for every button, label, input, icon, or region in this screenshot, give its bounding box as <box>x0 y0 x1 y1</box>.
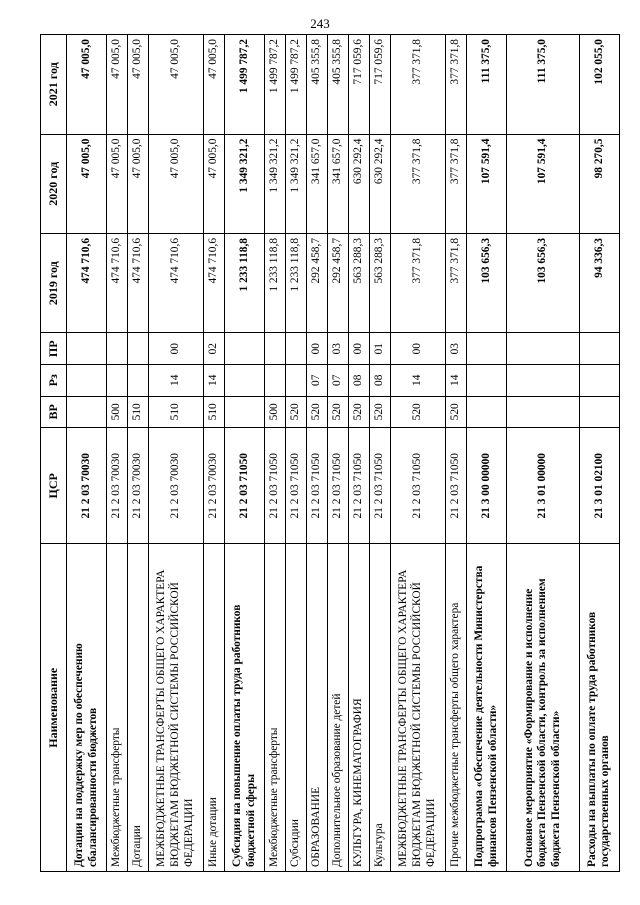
row-2019: 474 710,6 <box>148 233 203 332</box>
row-2021: 47 005,0 <box>127 35 148 135</box>
table-row <box>127 35 148 872</box>
table-row <box>286 35 307 872</box>
table-row <box>369 35 390 872</box>
row-vr <box>225 396 265 428</box>
table-header-row <box>41 35 67 872</box>
row-rz <box>265 364 286 396</box>
row-2020: 1 349 321,2 <box>225 134 265 233</box>
row-2019: 474 710,6 <box>204 233 225 332</box>
table-row <box>225 35 265 872</box>
row-2019: 377 371,8 <box>390 233 445 332</box>
row-2020: 1 349 321,2 <box>286 134 307 233</box>
row-2021: 47 005,0 <box>107 35 128 135</box>
header-vr: ВР <box>41 396 67 428</box>
row-2020: 107 591,4 <box>507 134 580 233</box>
header-pr: ПР <box>41 333 67 365</box>
row-2019: 474 710,6 <box>127 233 148 332</box>
row-2021: 717 059,6 <box>348 35 369 135</box>
row-name: Подпрограмма «Обеспечение деятельности Министерства финансов Пензенской области» <box>467 544 507 872</box>
row-vr: 510 <box>148 396 203 428</box>
row-rz: 14 <box>148 364 203 396</box>
row-name: Дотации <box>127 544 148 872</box>
header-name: Наименование <box>41 544 67 872</box>
header-csr: ЦСР <box>41 428 67 544</box>
row-rz <box>67 364 107 396</box>
row-2019: 1 233 118,8 <box>265 233 286 332</box>
row-name: Прочие межбюджетные трансферты общего характера <box>445 544 466 872</box>
row-pr <box>467 333 507 365</box>
row-vr <box>467 396 507 428</box>
row-csr: 21 2 03 71050 <box>328 428 349 544</box>
row-2021: 102 055,0 <box>579 35 619 135</box>
row-2020: 377 371,8 <box>390 134 445 233</box>
row-2020: 341 657,0 <box>307 134 328 233</box>
row-2020: 47 005,0 <box>148 134 203 233</box>
row-pr: 01 <box>369 333 390 365</box>
row-2019: 1 233 118,8 <box>225 233 265 332</box>
row-vr: 520 <box>348 396 369 428</box>
row-rz: 14 <box>390 364 445 396</box>
row-vr: 500 <box>265 396 286 428</box>
row-pr <box>225 333 265 365</box>
row-2020: 341 657,0 <box>328 134 349 233</box>
row-rz <box>286 364 307 396</box>
row-name: Основное мероприятие «Формирование и исполнение бюджета Пензенской области, контроль за исполнением бюджета Пензенской области» <box>507 544 580 872</box>
row-2019: 292 458,7 <box>307 233 328 332</box>
row-name: Иные дотации <box>204 544 225 872</box>
row-csr: 21 2 03 70030 <box>204 428 225 544</box>
row-2020: 107 591,4 <box>467 134 507 233</box>
row-csr: 21 2 03 70030 <box>148 428 203 544</box>
row-2021: 111 375,0 <box>467 35 507 135</box>
table-row <box>467 35 507 872</box>
row-name: Культура <box>369 544 390 872</box>
row-2020: 1 349 321,2 <box>265 134 286 233</box>
row-2021: 47 005,0 <box>148 35 203 135</box>
row-2021: 1 499 787,2 <box>286 35 307 135</box>
row-csr: 21 2 03 71050 <box>286 428 307 544</box>
row-rz: 08 <box>369 364 390 396</box>
row-csr: 21 3 00 00000 <box>467 428 507 544</box>
row-vr: 520 <box>390 396 445 428</box>
row-2019: 1 233 118,8 <box>286 233 307 332</box>
row-vr: 520 <box>328 396 349 428</box>
row-csr: 21 2 03 70030 <box>107 428 128 544</box>
row-rz <box>507 364 580 396</box>
row-2020: 630 292,4 <box>348 134 369 233</box>
row-2019: 474 710,6 <box>107 233 128 332</box>
row-name: ОБРАЗОВАНИЕ <box>307 544 328 872</box>
row-2020: 98 270,5 <box>579 134 619 233</box>
row-2021: 1 499 787,2 <box>225 35 265 135</box>
row-vr <box>67 396 107 428</box>
row-2019: 94 336,3 <box>579 233 619 332</box>
row-2020: 47 005,0 <box>107 134 128 233</box>
row-vr: 510 <box>127 396 148 428</box>
row-rz: 14 <box>445 364 466 396</box>
row-2020: 47 005,0 <box>204 134 225 233</box>
row-pr: 03 <box>445 333 466 365</box>
header-2019: 2019 год <box>41 233 67 332</box>
row-2020: 47 005,0 <box>127 134 148 233</box>
row-rz <box>127 364 148 396</box>
table-row <box>148 35 203 872</box>
row-2019: 103 656,3 <box>507 233 580 332</box>
table-row <box>67 35 107 872</box>
row-rz: 08 <box>348 364 369 396</box>
row-2019: 377 371,8 <box>445 233 466 332</box>
row-2021: 405 355,8 <box>328 35 349 135</box>
budget-table <box>40 34 620 872</box>
table-row <box>107 35 128 872</box>
table-row <box>579 35 619 872</box>
row-csr: 21 2 03 71050 <box>390 428 445 544</box>
row-name: МЕЖБЮДЖЕТНЫЕ ТРАНСФЕРТЫ ОБЩЕГО ХАРАКТЕРА БЮДЖЕТАМ БЮДЖЕТНОЙ СИСТЕМЫ РОССИЙСКОЙ ФЕДЕРАЦИИ <box>148 544 203 872</box>
row-name: Дополнительное образование детей <box>328 544 349 872</box>
row-pr: 02 <box>204 333 225 365</box>
row-2019: 292 458,7 <box>328 233 349 332</box>
row-2021: 47 005,0 <box>67 35 107 135</box>
table-row <box>390 35 445 872</box>
row-pr <box>67 333 107 365</box>
row-2021: 111 375,0 <box>507 35 580 135</box>
page-number: 243 <box>310 16 330 31</box>
budget-table-rotated <box>40 34 620 872</box>
row-name: Расходы на выплаты по оплате труда работников государственных органов <box>579 544 619 872</box>
row-vr <box>507 396 580 428</box>
row-2021: 377 371,8 <box>445 35 466 135</box>
row-rz <box>467 364 507 396</box>
row-rz <box>225 364 265 396</box>
row-pr <box>507 333 580 365</box>
row-pr: 00 <box>307 333 328 365</box>
row-name: КУЛЬТУРА, КИНЕМАТОГРАФИЯ <box>348 544 369 872</box>
row-2021: 405 355,8 <box>307 35 328 135</box>
header-rz: Рз <box>41 364 67 396</box>
row-2021: 1 499 787,2 <box>265 35 286 135</box>
row-rz <box>107 364 128 396</box>
row-name: Субсидии <box>286 544 307 872</box>
table-row <box>507 35 580 872</box>
row-2021: 47 005,0 <box>204 35 225 135</box>
row-2019: 103 656,3 <box>467 233 507 332</box>
row-csr: 21 2 03 71050 <box>307 428 328 544</box>
row-csr: 21 2 03 71050 <box>445 428 466 544</box>
row-vr: 520 <box>445 396 466 428</box>
table-row <box>265 35 286 872</box>
row-pr <box>579 333 619 365</box>
row-pr <box>286 333 307 365</box>
row-csr: 21 2 03 71050 <box>225 428 265 544</box>
header-2021: 2021 год <box>41 35 67 135</box>
table-row <box>348 35 369 872</box>
row-vr: 500 <box>107 396 128 428</box>
row-name: Межбюджетные трансферты <box>265 544 286 872</box>
row-2021: 377 371,8 <box>390 35 445 135</box>
row-rz: 07 <box>307 364 328 396</box>
row-pr: 03 <box>328 333 349 365</box>
row-csr: 21 2 03 70030 <box>127 428 148 544</box>
row-vr <box>579 396 619 428</box>
row-csr: 21 2 03 71050 <box>348 428 369 544</box>
row-rz: 07 <box>328 364 349 396</box>
row-csr: 21 2 03 70030 <box>67 428 107 544</box>
row-vr: 520 <box>307 396 328 428</box>
row-pr <box>127 333 148 365</box>
row-name: МЕЖБЮДЖЕТНЫЕ ТРАНСФЕРТЫ ОБЩЕГО ХАРАКТЕРА БЮДЖЕТАМ БЮДЖЕТНОЙ СИСТЕМЫ РОССИЙСКОЙ ФЕДЕРАЦИИ <box>390 544 445 872</box>
row-csr: 21 3 01 00000 <box>507 428 580 544</box>
row-rz: 14 <box>204 364 225 396</box>
row-2019: 563 288,3 <box>348 233 369 332</box>
row-2020: 630 292,4 <box>369 134 390 233</box>
row-pr: 00 <box>348 333 369 365</box>
row-pr: 00 <box>148 333 203 365</box>
table-row <box>307 35 328 872</box>
row-pr: 00 <box>390 333 445 365</box>
row-2019: 563 288,3 <box>369 233 390 332</box>
row-pr <box>107 333 128 365</box>
row-2020: 47 005,0 <box>67 134 107 233</box>
row-2021: 717 059,6 <box>369 35 390 135</box>
row-name: Субсидия на повышение оплаты труда работников бюджетной сферы <box>225 544 265 872</box>
table-row <box>204 35 225 872</box>
table-row <box>328 35 349 872</box>
row-2020: 377 371,8 <box>445 134 466 233</box>
row-2019: 474 710,6 <box>67 233 107 332</box>
row-vr: 520 <box>286 396 307 428</box>
row-vr: 510 <box>204 396 225 428</box>
row-csr: 21 3 01 02100 <box>579 428 619 544</box>
row-pr <box>265 333 286 365</box>
table-row <box>445 35 466 872</box>
row-rz <box>579 364 619 396</box>
header-2020: 2020 год <box>41 134 67 233</box>
row-vr: 520 <box>369 396 390 428</box>
row-csr: 21 2 03 71050 <box>265 428 286 544</box>
row-csr: 21 2 03 71050 <box>369 428 390 544</box>
row-name: Межбюджетные трансферты <box>107 544 128 872</box>
row-name: Дотации на поддержку мер по обеспечению сбалансированности бюджетов <box>67 544 107 872</box>
